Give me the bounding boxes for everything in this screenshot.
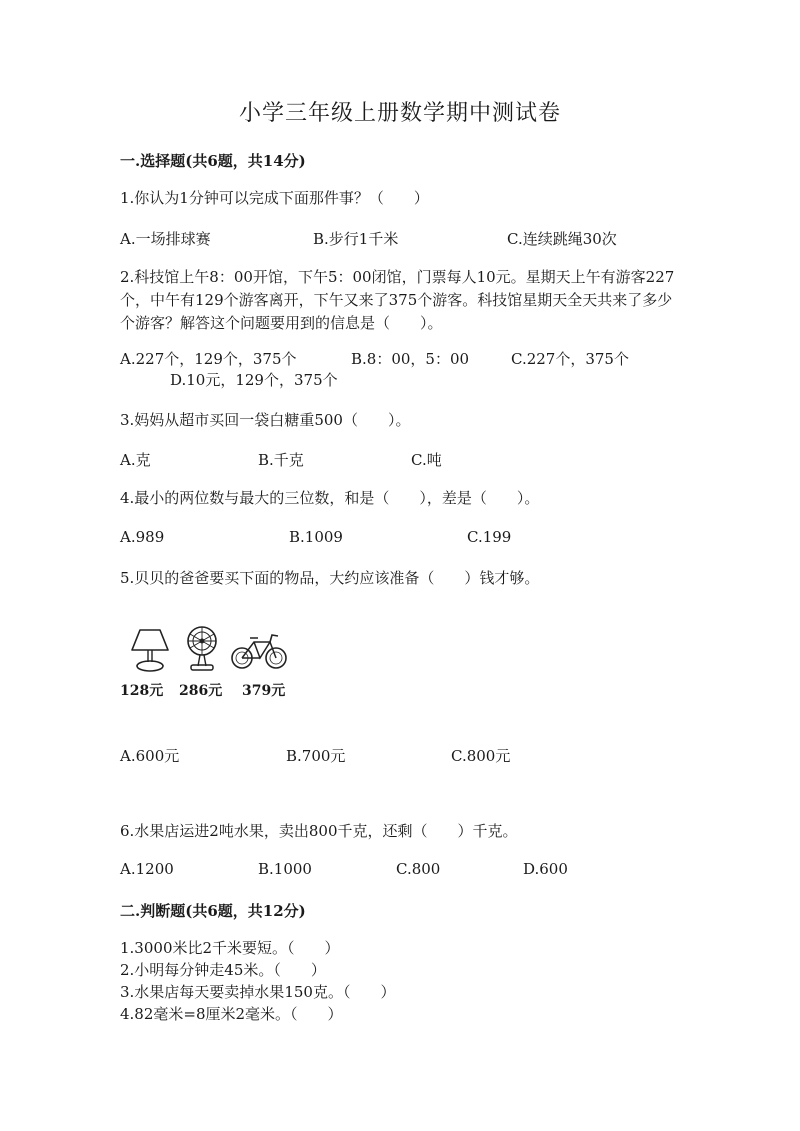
- q6-option-c: C.800: [396, 860, 441, 878]
- q4-option-a: A.989: [120, 528, 165, 546]
- lamp-price: 128元: [120, 683, 164, 699]
- page-title: 小学三年级上册数学期中测试卷: [238, 101, 561, 126]
- q3-option-a: A.克: [120, 451, 151, 469]
- q2-option-d: D.10元，129个，375个: [170, 371, 338, 389]
- q5-option-c: C.800元: [451, 747, 511, 765]
- q6-option-b: B.1000: [258, 860, 312, 878]
- judgment-item-2: 2.小明每分钟走45米。（ ）: [120, 961, 326, 979]
- bicycle-price: 379元: [242, 683, 286, 699]
- lamp-icon: [128, 626, 172, 676]
- q6-option-d: D.600: [523, 860, 568, 878]
- question-4: 4.最小的两位数与最大的三位数，和是（ ），差是（ ）。: [120, 489, 540, 507]
- q1-option-a: A.一场排球赛: [120, 230, 211, 248]
- fan-icon: [182, 624, 226, 674]
- question-3: 3.妈妈从超市买回一袋白糖重500（ ）。: [120, 411, 411, 429]
- fan-price: 286元: [179, 683, 223, 699]
- q2-option-c: C.227个，375个: [511, 350, 629, 368]
- bicycle-icon: [230, 630, 288, 674]
- question-1: 1.你认为1分钟可以完成下面那件事？（ ）: [120, 189, 429, 207]
- judgment-item-3: 3.水果店每天要卖掉水果150克。（ ）: [120, 983, 396, 1001]
- q6-option-a: A.1200: [120, 860, 174, 878]
- section-heading-judgment: 二.判断题(共6题，共12分): [120, 902, 306, 920]
- question-5: 5.贝贝的爸爸要买下面的物品，大约应该准备（ ）钱才够。: [120, 569, 540, 587]
- q5-option-a: A.600元: [120, 747, 180, 765]
- q3-option-b: B.千克: [258, 451, 304, 469]
- section-heading-choice: 一.选择题(共6题，共14分): [120, 152, 306, 170]
- q5-option-b: B.700元: [286, 747, 346, 765]
- q3-option-c: C.吨: [411, 451, 442, 469]
- q4-option-c: C.199: [467, 528, 512, 546]
- judgment-item-4: 4.82毫米=8厘米2毫米。（ ）: [120, 1005, 343, 1023]
- question-2: 2.科技馆上午8：00开馆，下午5：00闭馆，门票每人10元。星期天上午有游客227个，中午有129个游客离开，下午又来了375个游客。科技馆星期天全天共来了多少个游客？解答这个问题要用到的信息是（ ）。: [120, 268, 675, 332]
- judgment-item-1: 1.3000米比2千米要短。（ ）: [120, 939, 340, 957]
- q2-option-b: B.8：00，5：00: [351, 350, 470, 368]
- q1-option-b: B.步行1千米: [313, 230, 399, 248]
- q2-option-a: A.227个，129个，375个: [120, 350, 297, 368]
- q1-option-c: C.连续跳绳30次: [507, 230, 617, 248]
- question-6: 6.水果店运进2吨水果，卖出800千克，还剩（ ）千克。: [120, 822, 518, 840]
- q4-option-b: B.1009: [289, 528, 343, 546]
